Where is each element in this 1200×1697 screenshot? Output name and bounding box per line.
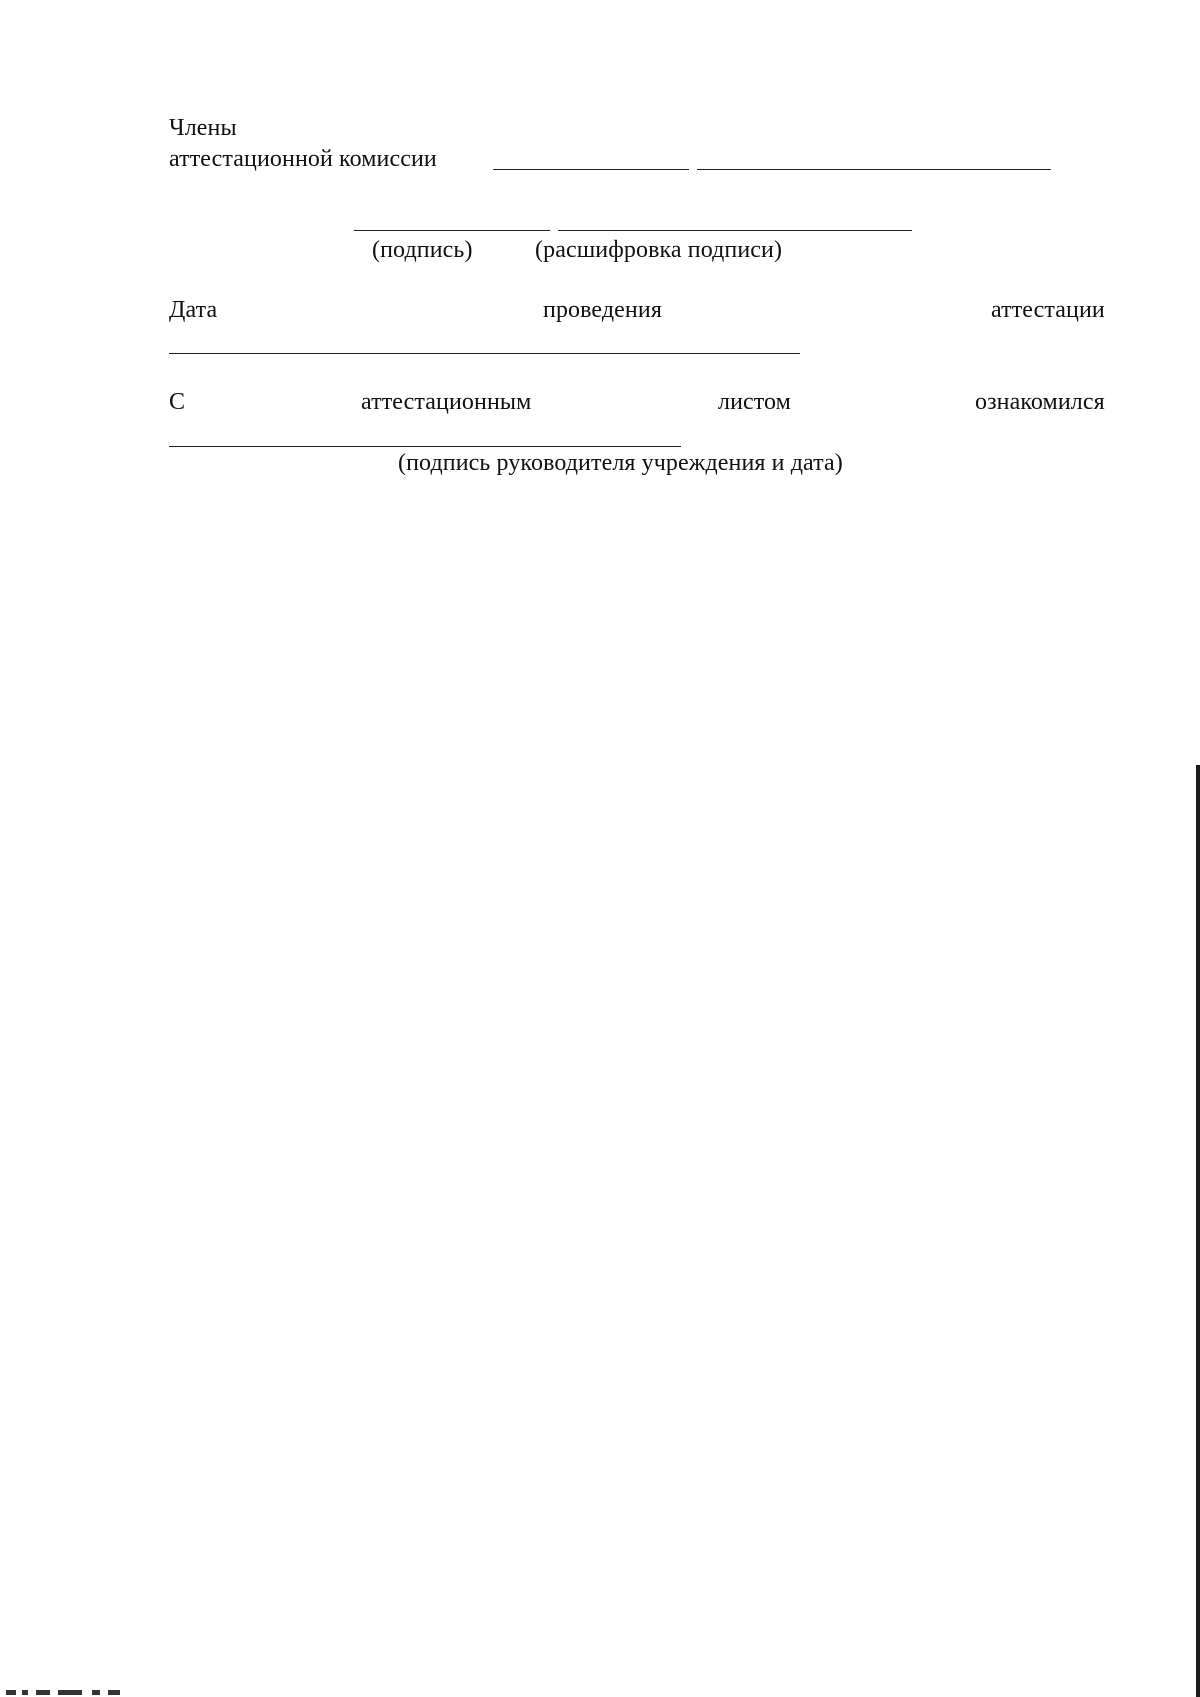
- ack-word-s: С: [169, 389, 186, 415]
- signature-caption: (подпись): [372, 237, 473, 263]
- head-signature-caption: (подпись руководителя учреждения и дата): [398, 450, 843, 476]
- date-word-provedeniya: проведения: [543, 297, 662, 323]
- signature-decoding-caption: (расшифровка подписи): [535, 237, 783, 263]
- scan-bottom-artifacts: [0, 1690, 140, 1697]
- signature-line[interactable]: [354, 230, 550, 231]
- member-name-line[interactable]: [697, 169, 1051, 170]
- ack-word-oznakomilsya: ознакомился: [975, 389, 1105, 415]
- attestation-date-line[interactable]: [169, 353, 800, 354]
- members-label-line1: Члены: [169, 115, 237, 141]
- scan-edge-shadow: [1196, 765, 1200, 1697]
- head-signature-line[interactable]: [169, 446, 681, 447]
- members-label-line2: аттестационной комиссии: [169, 146, 437, 172]
- signature-decoding-line[interactable]: [558, 230, 912, 231]
- date-word-attestatsii: аттестации: [991, 297, 1105, 323]
- ack-word-attestatsionnym: аттестационным: [361, 389, 532, 415]
- member-signature-line[interactable]: [493, 169, 689, 170]
- ack-word-listom: листом: [718, 389, 791, 415]
- date-word-data: Дата: [169, 297, 218, 323]
